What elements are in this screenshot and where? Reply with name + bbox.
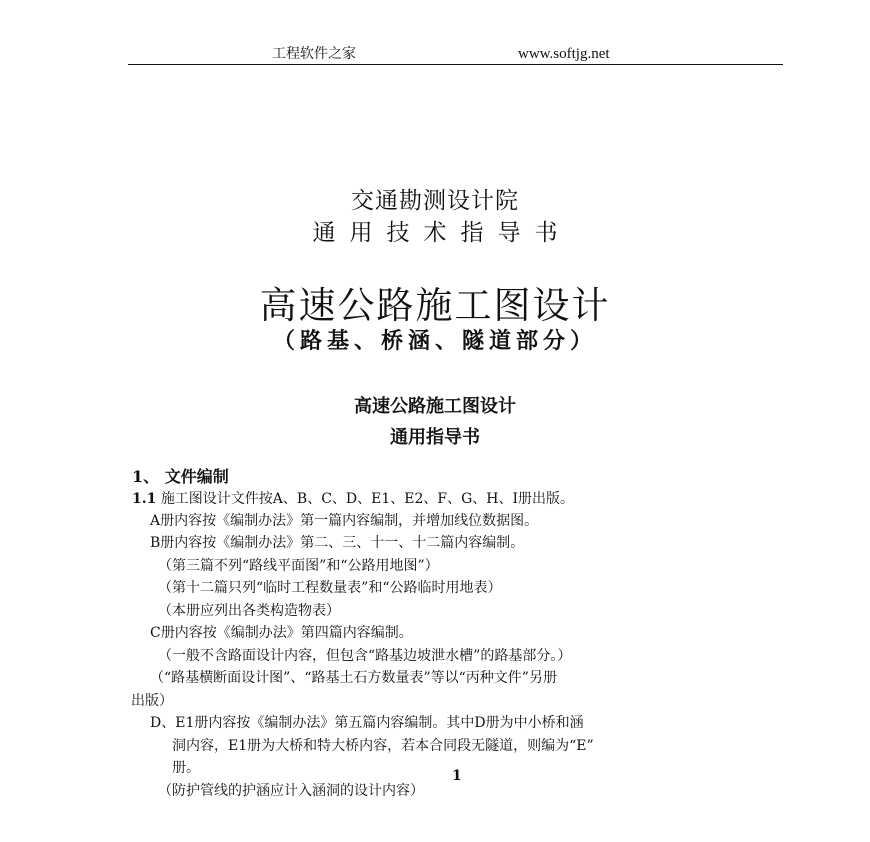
line-volume-a: A册内容按《编制办法》第一篇内容编制，并增加线位数据图。 (150, 513, 539, 529)
section-title: 高速公路施工图设计 (354, 396, 516, 417)
header-site-url: www.softjg.net (518, 46, 610, 62)
guide-type: 通用技术指导书 (312, 220, 572, 246)
page-number: 1 (452, 768, 462, 784)
page-header (130, 44, 782, 64)
note-volume-c-2-line1: （“路基横断面设计图”、“路基土石方数量表”等以“丙种文件”另册 (150, 670, 557, 686)
heading-file-compilation: 1、 文件编制 (132, 467, 229, 486)
section-subtitle: 通用指导书 (390, 427, 480, 448)
line-volume-d-line3: 册。 (172, 760, 200, 776)
note-volume-d: （防护管线的护涵应计入涵洞的设计内容） (158, 783, 424, 799)
line-volume-d-line2: 洞内容，E1册为大桥和特大桥内容，若本合同段无隧道，则编为“E” (172, 738, 594, 754)
note-volume-c-1: （一般不含路面设计内容，但包含“路基边坡泄水槽”的路基部分。） (158, 648, 572, 664)
item-1-1-text: 施工图设计文件按A、B、C、D、E1、E2、F、G、H、I册出版。 (160, 491, 575, 507)
note-volume-b-2: （第十二篇只列“临时工程数量表”和“公路临时用地表） (158, 580, 502, 596)
line-volume-c: C册内容按《编制办法》第四篇内容编制。 (150, 625, 413, 641)
note-volume-b-1: （第三篇不列“路线平面图”和“公路用地图”） (158, 558, 439, 574)
institute-name: 交通勘测设计院 (351, 188, 519, 214)
main-title: 高速公路施工图设计 (259, 284, 611, 327)
sub-title: （路基、桥涵、隧道部分） (272, 328, 597, 354)
header-rule (128, 64, 783, 65)
line-volume-b: B册内容按《编制办法》第二、三、十一、十二篇内容编制。 (150, 535, 525, 551)
note-volume-b-3: （本册应列出各类构造物表） (158, 603, 340, 619)
note-volume-c-2-line2: 出版） (131, 693, 173, 709)
item-1-1 (132, 488, 574, 511)
line-volume-d-line1: D、E1册内容按《编制办法》第五篇内容编制。其中D册为中小桥和涵 (150, 715, 584, 731)
header-site-name: 工程软件之家 (272, 46, 356, 62)
item-1-1-number: 1.1 (132, 491, 157, 507)
